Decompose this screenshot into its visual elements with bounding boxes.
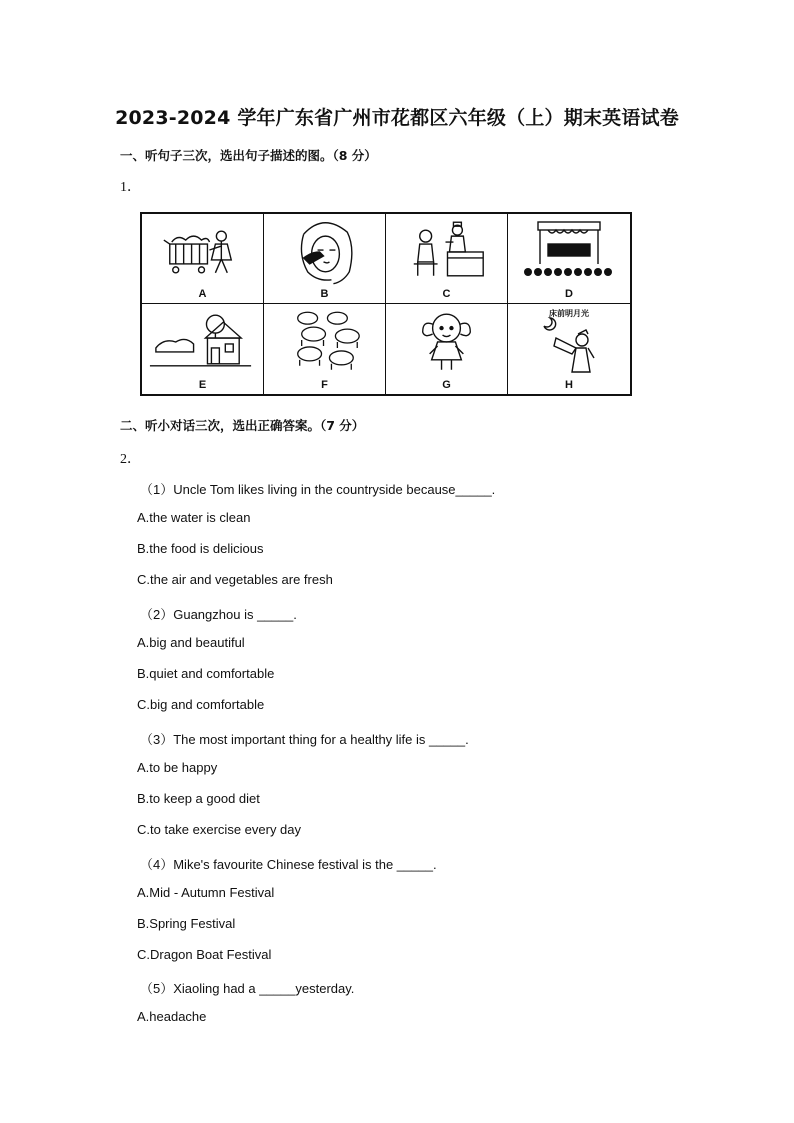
option[interactable]: B.quiet and comfortable [137, 666, 275, 681]
option[interactable]: C.to take exercise every day [137, 822, 302, 837]
question-stem: （4）Mike's favourite Chinese festival is the _____. [140, 857, 437, 872]
picture-label: A [198, 288, 207, 300]
picture-b[interactable] [264, 214, 386, 304]
option[interactable]: B.to keep a good diet [137, 791, 260, 806]
question-stem: （2）Guangzhou is _____. [140, 607, 297, 622]
question-stem: （5）Xiaoling had a _____yesterday. [140, 981, 355, 996]
option[interactable]: A.big and beautiful [137, 635, 245, 650]
doctor-visit-icon [386, 214, 507, 288]
picture-label: G [442, 379, 451, 391]
option[interactable]: C.the air and vegetables are fresh [137, 572, 333, 587]
picture-d[interactable] [508, 214, 630, 304]
headache-woman-icon [264, 214, 385, 288]
section2-heading: 二、听小对话三次，选出正确答案。（7 分） [120, 418, 365, 433]
option[interactable]: C.Dragon Boat Festival [137, 947, 272, 962]
shopping-cart-icon [142, 214, 263, 288]
sheep-icon [264, 304, 385, 378]
poem-caption: 床前明月光 [549, 309, 589, 318]
section1-heading: 一、听句子三次，选出句子描述的图。（8 分） [120, 148, 377, 163]
option[interactable]: C.big and comfortable [137, 697, 265, 712]
option[interactable]: A.Mid - Autumn Festival [137, 885, 275, 900]
mooncake-stall-icon [508, 214, 630, 288]
question-number-2: 2． [120, 452, 141, 467]
option[interactable]: B.the food is delicious [137, 541, 264, 556]
option[interactable]: A.the water is clean [137, 510, 251, 525]
picture-label: D [565, 288, 573, 300]
option[interactable]: A.headache [137, 1009, 207, 1024]
picture-g[interactable] [386, 304, 508, 394]
picture-label: B [320, 288, 329, 300]
picture-grid [140, 212, 632, 396]
poet-moon-icon [508, 304, 630, 378]
picture-label: F [321, 379, 328, 391]
picture-a[interactable] [142, 214, 264, 304]
picture-label: E [198, 379, 207, 391]
option[interactable]: B.Spring Festival [137, 916, 236, 931]
picture-h[interactable] [508, 304, 630, 394]
question-number-1: 1． [120, 180, 141, 195]
page-title: 2023-2024 学年广东省广州市花都区六年级（上）期末英语试卷 [115, 107, 679, 129]
farmhouse-icon [142, 304, 263, 378]
picture-f[interactable] [264, 304, 386, 394]
question-stem: （3）The most important thing for a healthy life is _____. [140, 732, 469, 747]
option[interactable]: A.to be happy [137, 760, 218, 775]
picture-e[interactable] [142, 304, 264, 394]
girl-icon [386, 304, 507, 378]
picture-label: H [565, 379, 573, 391]
picture-label: C [442, 288, 451, 300]
question-stem: （1）Uncle Tom likes living in the countryside because_____. [140, 482, 496, 497]
picture-c[interactable] [386, 214, 508, 304]
